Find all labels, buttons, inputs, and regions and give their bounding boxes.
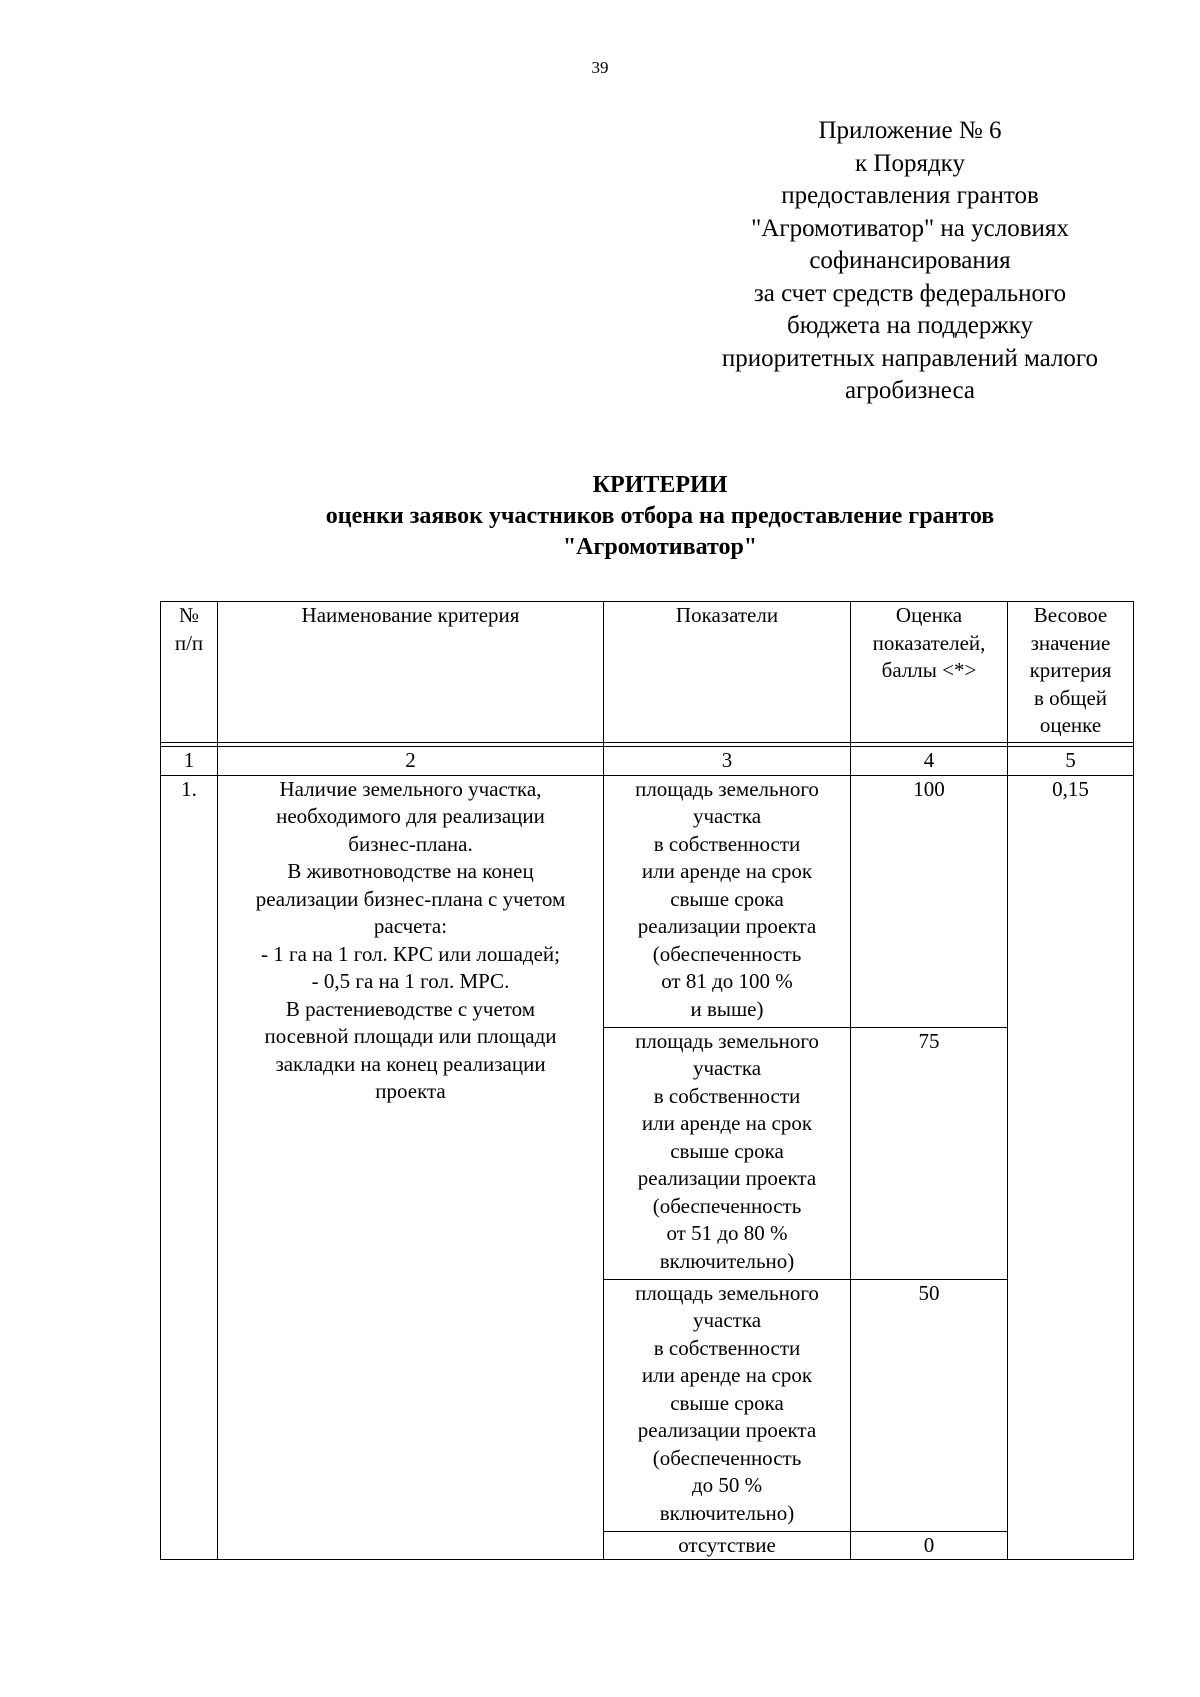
indicator-cell: отсутствие <box>604 1531 851 1560</box>
score-cell: 75 <box>851 1027 1008 1279</box>
header-indicators: Показатели <box>604 602 851 743</box>
header-criterion-name: Наименование критерия <box>218 602 604 743</box>
table-header-row <box>161 602 1134 743</box>
header-weight: Весовое значение критерия в общей оценке <box>1008 602 1134 743</box>
criterion-name: Наличие земельного участка, необходимого для реализации бизнес-плана. В животноводстве на конец реализации бизнес-плана с учетом расчета: - 1 га на 1 гол. КРС или лошадей; - 0,5 га на 1 гол. МРС. В растениеводстве с учетом посевной площади или площади закладки на конец реализации проекта <box>218 775 604 1560</box>
weight-cell: 0,15 <box>1008 775 1134 1560</box>
appendix-line: агробизнеса <box>845 377 975 404</box>
appendix-line: Приложение № 6 <box>818 117 1002 144</box>
score-cell: 0 <box>851 1531 1008 1560</box>
header-score: Оценка показателей, баллы <*> <box>851 602 1008 743</box>
indicator-cell: площадь земельного участка в собственности или аренде на срок свыше срока реализации проекта (обеспеченность от 81 до 100 % и выше) <box>604 775 851 1027</box>
indicator-cell: площадь земельного участка в собственности или аренде на срок свыше срока реализации проекта (обеспеченность до 50 % включительно) <box>604 1279 851 1531</box>
indicator-cell: площадь земельного участка в собственности или аренде на срок свыше срока реализации проекта (обеспеченность от 51 до 80 % включительно) <box>604 1027 851 1279</box>
page-number: 39 <box>591 58 609 77</box>
appendix-line: софинансирования <box>809 247 1011 274</box>
table-row <box>161 775 1134 1027</box>
score-cell: 100 <box>851 775 1008 1027</box>
column-number: 1 <box>161 747 218 776</box>
column-number: 5 <box>1008 747 1134 776</box>
header-num: № п/п <box>161 602 218 743</box>
appendix-heading <box>690 115 1130 408</box>
appendix-line: приоритетных направлений малого <box>721 344 1099 372</box>
title-line-3: "Агромотиватор" <box>562 534 758 560</box>
column-numbers-row <box>161 747 1134 776</box>
column-number: 4 <box>851 747 1008 776</box>
appendix-line: за счет средств федерального <box>753 279 1067 307</box>
appendix-line: бюджета на поддержку <box>787 312 1033 339</box>
column-number: 2 <box>218 747 604 776</box>
document-title <box>160 470 1160 563</box>
appendix-line: к Порядку <box>855 149 965 177</box>
appendix-line: предоставления грантов <box>781 182 1039 209</box>
row-number: 1. <box>161 775 218 1560</box>
score-cell: 50 <box>851 1279 1008 1531</box>
criteria-table <box>160 601 1134 1560</box>
title-line-2: оценки заявок участников отбора на предоставление грантов <box>325 503 995 529</box>
title-line-1: КРИТЕРИИ <box>592 472 728 498</box>
appendix-line: "Агромотиватор" на условиях <box>751 214 1069 242</box>
column-number: 3 <box>604 747 851 776</box>
